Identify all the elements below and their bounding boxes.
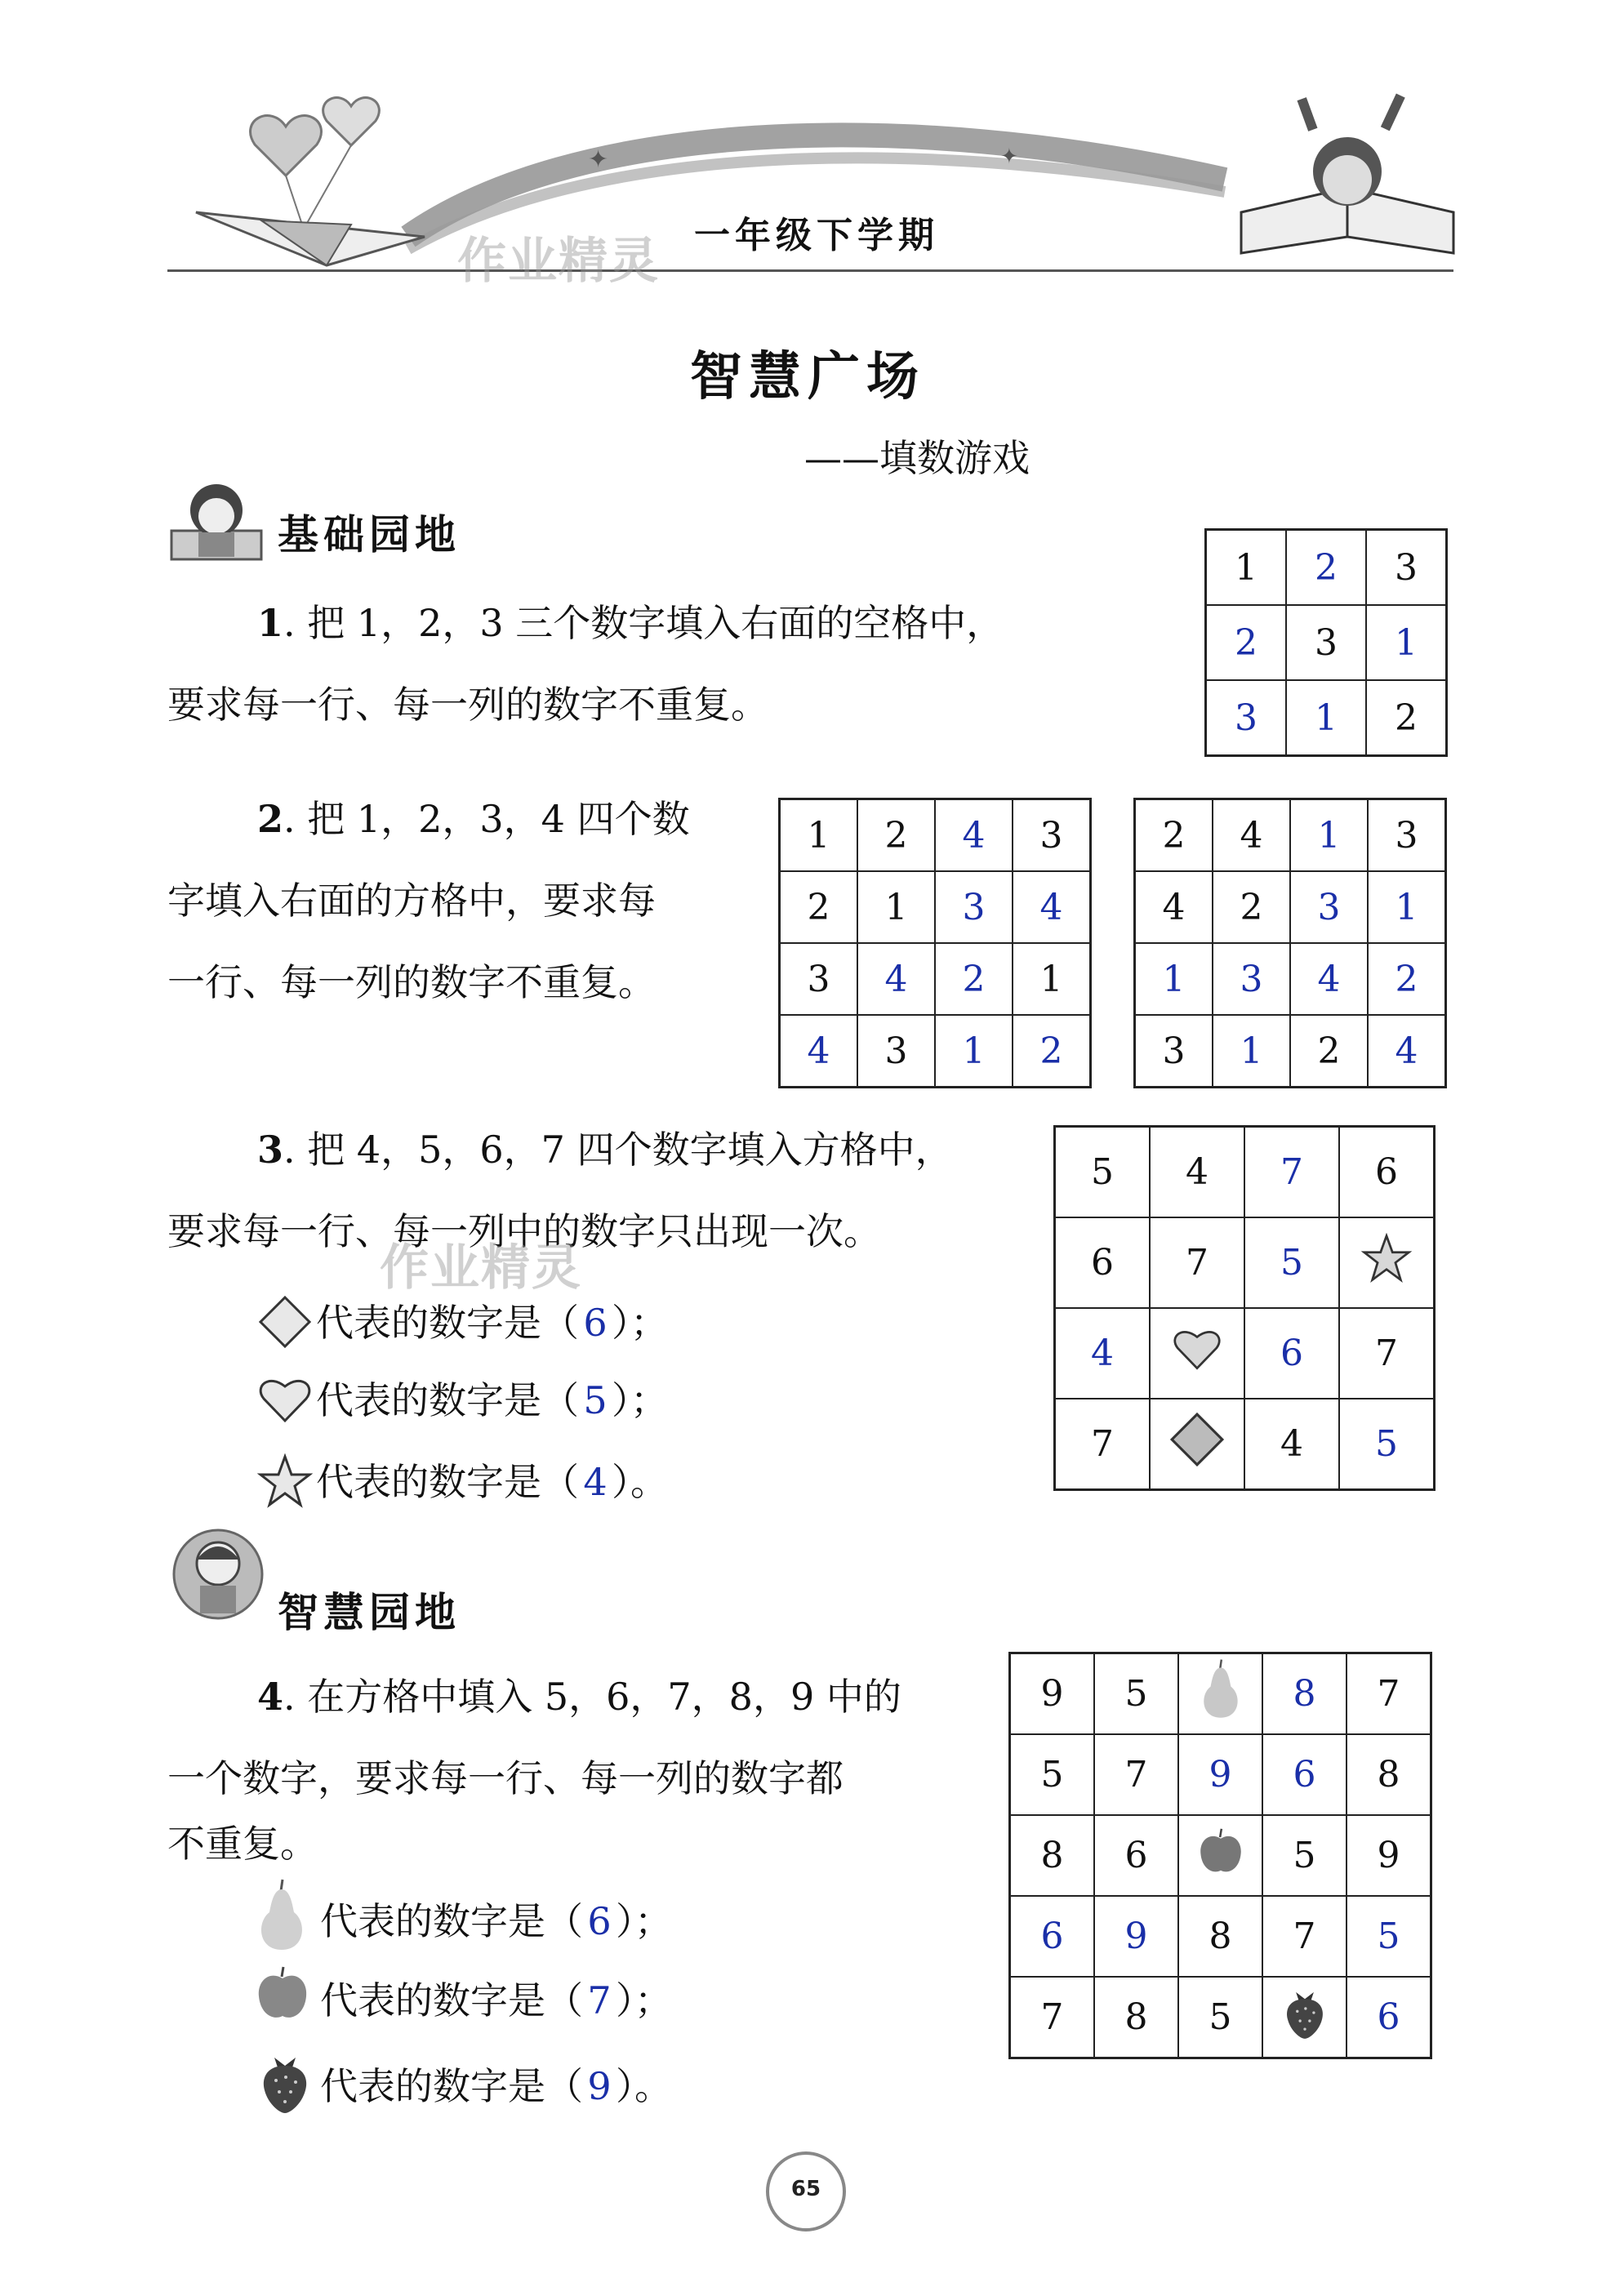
q2a-cell: 4 (780, 1015, 858, 1088)
q2a-cell: 4 (857, 943, 935, 1015)
header-watermark: 作业精灵 (457, 233, 660, 290)
q4-cell: 8 (1010, 1815, 1095, 1896)
svg-text:✦: ✦ (1000, 145, 1018, 169)
q3-cell: 4 (1150, 1127, 1244, 1218)
q2a-cell: 3 (857, 1015, 935, 1088)
heart-icon (257, 1372, 313, 1427)
q2a-cell: 2 (780, 871, 858, 943)
q2b-cell: 1 (1290, 799, 1368, 872)
page-title: 智慧广场 (690, 346, 925, 407)
diamond-icon (1168, 1411, 1226, 1468)
q3-prefix: 代表的数字是（ (316, 1301, 579, 1345)
q1-cell: 2 (1286, 530, 1366, 606)
q4-cell: 9 (1010, 1653, 1095, 1735)
q3-star-text (316, 1460, 668, 1504)
q4-cell-strawberry (1262, 1977, 1347, 2058)
q4-line-3: 不重复。 (167, 1822, 318, 1866)
q3-number: 3 (257, 1128, 284, 1172)
q2-line-2: 字填入右面的方格中，要求每 (167, 879, 656, 923)
q4-cell: 7 (1010, 1977, 1095, 2058)
q2a-cell: 1 (1013, 943, 1091, 1015)
q2a-cell: 1 (780, 799, 858, 872)
q3-suffix: ）； (612, 1378, 668, 1422)
q4-answer-value: 9 (587, 2064, 612, 2108)
q2a-cell: 1 (857, 871, 935, 943)
q3-cell: 5 (1055, 1127, 1151, 1218)
page-subtitle: ——填数游戏 (804, 436, 1030, 480)
q1-line-1 (257, 601, 1004, 645)
star-icon (257, 1453, 313, 1509)
body-watermark: 作业精灵 (380, 1239, 582, 1297)
q4-cell: 8 (1094, 1977, 1178, 2058)
q3-suffix: ）。 (612, 1460, 668, 1504)
q1-cell: 1 (1286, 680, 1366, 756)
apple-icon (256, 1964, 309, 2022)
q3-diamond-text (316, 1301, 668, 1345)
q4-cell: 7 (1094, 1734, 1178, 1815)
q2-line-3: 一行、每一列的数字不重复。 (167, 960, 656, 1004)
q2b-cell: 2 (1135, 799, 1213, 872)
q2b-cell: 3 (1135, 1015, 1213, 1088)
q4-cell: 8 (1178, 1896, 1262, 1977)
q3-cell-diamond (1150, 1399, 1244, 1490)
q2b-cell: 3 (1290, 871, 1368, 943)
q3-cell: 4 (1055, 1308, 1151, 1399)
q1-cell: 3 (1286, 605, 1366, 680)
q4-apple-text (320, 1978, 672, 2022)
q3-cell: 7 (1244, 1127, 1339, 1218)
q2-grid-a (778, 798, 1092, 1088)
q3-suffix: ）； (612, 1301, 668, 1345)
star-icon (1361, 1233, 1412, 1284)
q2b-cell: 3 (1368, 799, 1446, 872)
q4-answer-value: 6 (587, 1899, 612, 1943)
q2-text-1: . 把 1，2，3，4 四个数 (283, 797, 690, 841)
q1-text-1: . 把 1，2，3 三个数字填入右面的空格中， (283, 601, 1004, 645)
header-title: 一年级下学期 (694, 215, 939, 256)
q4-cell: 9 (1178, 1734, 1262, 1815)
q3-prefix: 代表的数字是（ (316, 1460, 579, 1504)
q4-cell: 8 (1262, 1653, 1347, 1735)
pear-icon (253, 1878, 310, 1953)
q4-cell: 5 (1178, 1977, 1262, 2058)
student-boy-icon (167, 1527, 269, 1621)
q1-grid (1204, 528, 1448, 757)
q4-cell: 5 (1262, 1815, 1347, 1896)
q3-answer-value: 6 (583, 1301, 608, 1345)
q2b-cell: 4 (1135, 871, 1213, 943)
q2a-cell: 2 (857, 799, 935, 872)
q3-cell: 6 (1055, 1217, 1151, 1308)
q4-line-2: 一个数字，要求每一行、每一列的数字都 (167, 1756, 844, 1800)
q3-answer-value: 5 (583, 1378, 608, 1422)
q3-cell: 6 (1244, 1308, 1339, 1399)
q4-cell-apple (1178, 1815, 1262, 1896)
pear-icon (1197, 1656, 1244, 1723)
q4-cell: 7 (1262, 1896, 1347, 1977)
q4-cell: 6 (1347, 1977, 1431, 2058)
q1-cell: 1 (1206, 530, 1287, 606)
q2-grid-b (1133, 798, 1447, 1088)
q2-line-1 (257, 797, 690, 841)
svg-text:✦: ✦ (588, 145, 609, 174)
q3-cell-star (1339, 1217, 1435, 1308)
student-girl-icon (167, 474, 265, 563)
q2b-cell: 4 (1290, 943, 1368, 1015)
q2b-cell: 4 (1368, 1015, 1446, 1088)
q4-cell: 7 (1347, 1653, 1431, 1735)
q4-suffix: ）； (616, 1899, 672, 1943)
q4-cell: 8 (1347, 1734, 1431, 1815)
q1-cell: 2 (1366, 680, 1447, 756)
q4-line-1 (257, 1675, 901, 1719)
q4-number: 4 (257, 1675, 284, 1719)
section-heading-wisdom: 智慧园地 (278, 1589, 461, 1636)
apple-icon (1198, 1826, 1244, 1876)
q2b-cell: 4 (1213, 799, 1290, 872)
q3-heart-text (316, 1378, 668, 1422)
diamond-icon (257, 1294, 313, 1350)
q4-suffix: ）； (616, 1978, 672, 2022)
q3-line-2: 要求每一行、每一列中的数字只出现一次。 (167, 1209, 881, 1253)
q1-line-2: 要求每一行、每一列的数字不重复。 (167, 683, 768, 727)
q1-cell: 3 (1206, 680, 1287, 756)
q3-grid (1053, 1125, 1436, 1491)
q2a-cell: 1 (935, 1015, 1013, 1088)
q4-strawberry-text (320, 2064, 672, 2108)
q4-answer-value: 7 (587, 1978, 612, 2022)
q2a-cell: 2 (935, 943, 1013, 1015)
q3-cell: 6 (1339, 1127, 1435, 1218)
q4-cell: 6 (1094, 1815, 1178, 1896)
strawberry-icon (260, 2049, 310, 2115)
q2b-cell: 1 (1213, 1015, 1290, 1088)
q4-pear-text (320, 1899, 672, 1943)
q3-line-1 (257, 1128, 953, 1172)
q3-cell-heart (1150, 1308, 1244, 1399)
q3-cell: 7 (1150, 1217, 1244, 1308)
heart-icon (1170, 1324, 1224, 1374)
q1-cell: 2 (1206, 605, 1287, 680)
q4-cell-pear (1178, 1653, 1262, 1735)
q4-cell: 9 (1347, 1815, 1431, 1896)
q2a-cell: 4 (1013, 871, 1091, 943)
q1-cell: 3 (1366, 530, 1447, 606)
q4-grid (1008, 1652, 1432, 2059)
q2b-cell: 3 (1213, 943, 1290, 1015)
header-rule (167, 269, 1453, 272)
q3-cell: 7 (1055, 1399, 1151, 1490)
q2a-cell: 3 (1013, 799, 1091, 872)
q4-cell: 5 (1094, 1653, 1178, 1735)
q4-prefix: 代表的数字是（ (320, 1978, 583, 2022)
q3-cell: 5 (1244, 1217, 1339, 1308)
q4-cell: 5 (1347, 1896, 1431, 1977)
q2b-cell: 1 (1135, 943, 1213, 1015)
q3-text-1: . 把 4，5，6，7 四个数字填入方格中， (283, 1128, 953, 1172)
q2a-cell: 2 (1013, 1015, 1091, 1088)
q3-cell: 4 (1244, 1399, 1339, 1490)
q2b-cell: 2 (1368, 943, 1446, 1015)
q4-cell: 5 (1010, 1734, 1095, 1815)
q3-prefix: 代表的数字是（ (316, 1378, 579, 1422)
q4-prefix: 代表的数字是（ (320, 1899, 583, 1943)
q4-suffix: ）。 (616, 2064, 672, 2108)
q4-cell: 6 (1262, 1734, 1347, 1815)
q2b-cell: 2 (1290, 1015, 1368, 1088)
q1-number: 1 (257, 601, 284, 645)
page-number: 65 (766, 2151, 846, 2231)
q4-cell: 9 (1094, 1896, 1178, 1977)
q2-number: 2 (257, 797, 284, 841)
strawberry-icon (1284, 1985, 1326, 2040)
q3-cell: 7 (1339, 1308, 1435, 1399)
q2b-cell: 2 (1213, 871, 1290, 943)
q2a-cell: 3 (935, 871, 1013, 943)
section-heading-basic: 基础园地 (278, 511, 461, 558)
q4-prefix: 代表的数字是（ (320, 2064, 583, 2108)
q2b-cell: 1 (1368, 871, 1446, 943)
q1-cell: 1 (1366, 605, 1447, 680)
q4-text-1: . 在方格中填入 5，6，7，8，9 中的 (283, 1675, 901, 1719)
q3-cell: 5 (1339, 1399, 1435, 1490)
q2a-cell: 3 (780, 943, 858, 1015)
q4-cell: 6 (1010, 1896, 1095, 1977)
q2a-cell: 4 (935, 799, 1013, 872)
q3-answer-value: 4 (583, 1460, 608, 1504)
